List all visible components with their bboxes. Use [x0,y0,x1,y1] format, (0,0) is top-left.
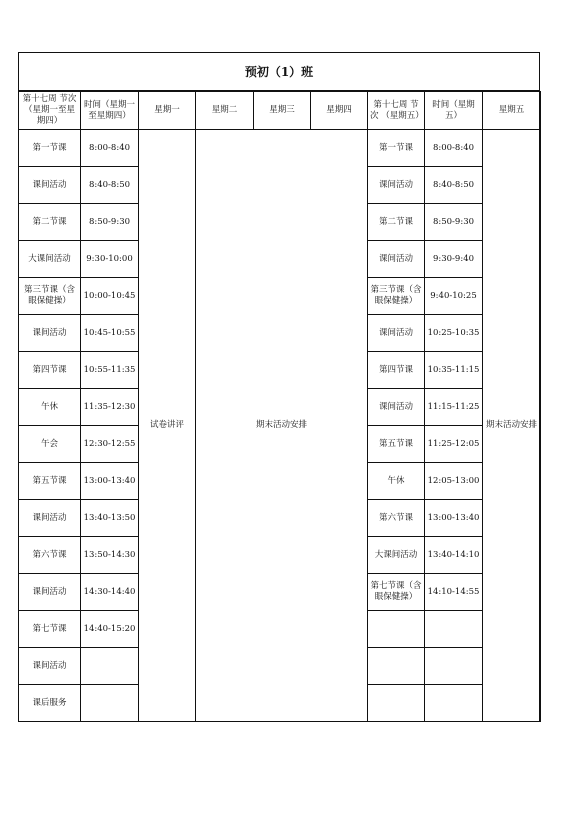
friday-period-cell: 课间活动 [368,389,425,426]
period-cell: 第三节课（含眼保健操） [19,278,81,315]
friday-period-cell: 午休 [368,463,425,500]
friday-time-cell: 8:40-8:50 [425,167,483,204]
friday-time-cell [425,685,483,722]
schedule-table [18,91,541,722]
time-cell: 14:30-14:40 [81,574,139,611]
time-cell: 13:50-14:30 [81,537,139,574]
friday-period-cell: 课间活动 [368,241,425,278]
friday-time-cell: 9:30-9:40 [425,241,483,278]
page-title: 预初（1）班 [19,53,539,91]
time-cell: 11:35-12:30 [81,389,139,426]
friday-time-cell: 12:05-13:00 [425,463,483,500]
friday-period-cell: 第六节课 [368,500,425,537]
period-cell: 第七节课 [19,611,81,648]
friday-time-cell [425,648,483,685]
friday-time-cell: 14:10-14:55 [425,574,483,611]
friday-time-cell: 9:40-10:25 [425,278,483,315]
friday-period-cell: 第三节课（含眼保健操） [368,278,425,315]
friday-period-cell: 第一节课 [368,130,425,167]
header-left-period: 第十七周 节次（星期一至星期四） [19,92,81,130]
period-cell: 午会 [19,426,81,463]
header-row [19,92,541,130]
friday-time-cell: 13:40-14:10 [425,537,483,574]
friday-time-cell: 10:35-11:15 [425,352,483,389]
period-cell: 课后服务 [19,685,81,722]
time-cell: 12:30-12:55 [81,426,139,463]
header-left-time: 时间（星期一至星期四） [81,92,139,130]
period-cell: 第六节课 [19,537,81,574]
friday-period-cell: 大课间活动 [368,537,425,574]
time-cell [81,648,139,685]
period-cell: 午休 [19,389,81,426]
time-cell: 10:00-10:45 [81,278,139,315]
time-cell: 10:55-11:35 [81,352,139,389]
time-cell: 8:00-8:40 [81,130,139,167]
header-monday: 星期一 [139,92,196,130]
time-cell: 9:30-10:00 [81,241,139,278]
period-cell: 课间活动 [19,648,81,685]
friday-period-cell [368,685,425,722]
header-thursday: 星期四 [311,92,368,130]
period-cell: 第二节课 [19,204,81,241]
period-cell: 第五节课 [19,463,81,500]
header-wednesday: 星期三 [254,92,311,130]
time-cell: 14:40-15:20 [81,611,139,648]
schedule-sheet [18,52,540,722]
period-cell: 课间活动 [19,574,81,611]
time-cell: 8:50-9:30 [81,204,139,241]
friday-period-cell: 第五节课 [368,426,425,463]
time-cell: 13:00-13:40 [81,463,139,500]
time-cell [81,685,139,722]
friday-time-cell: 8:00-8:40 [425,130,483,167]
period-cell: 课间活动 [19,315,81,352]
friday-time-cell: 11:15-11:25 [425,389,483,426]
monday-merged-cell: 试卷讲评 [139,130,196,722]
friday-period-cell: 第七节课（含眼保健操） [368,574,425,611]
friday-period-cell: 课间活动 [368,315,425,352]
header-friday: 星期五 [483,92,541,130]
header-tuesday: 星期二 [196,92,254,130]
friday-period-cell: 课间活动 [368,167,425,204]
time-cell: 10:45-10:55 [81,315,139,352]
friday-time-cell: 8:50-9:30 [425,204,483,241]
friday-time-cell [425,611,483,648]
friday-period-cell [368,648,425,685]
header-right-period: 第十七周 节次 （星期五） [368,92,425,130]
period-cell: 课间活动 [19,167,81,204]
time-cell: 8:40-8:50 [81,167,139,204]
period-cell: 第一节课 [19,130,81,167]
time-cell: 13:40-13:50 [81,500,139,537]
friday-time-cell: 13:00-13:40 [425,500,483,537]
friday-time-cell: 10:25-10:35 [425,315,483,352]
header-right-time: 时间（星期五） [425,92,483,130]
friday-merged-cell: 期末活动安排 [483,130,541,722]
period-cell: 大课间活动 [19,241,81,278]
friday-period-cell: 第四节课 [368,352,425,389]
friday-period-cell: 第二节课 [368,204,425,241]
friday-time-cell: 11:25-12:05 [425,426,483,463]
friday-period-cell [368,611,425,648]
table-row [19,130,541,167]
period-cell: 第四节课 [19,352,81,389]
period-cell: 课间活动 [19,500,81,537]
tue-thu-merged-cell: 期末活动安排 [196,130,368,722]
